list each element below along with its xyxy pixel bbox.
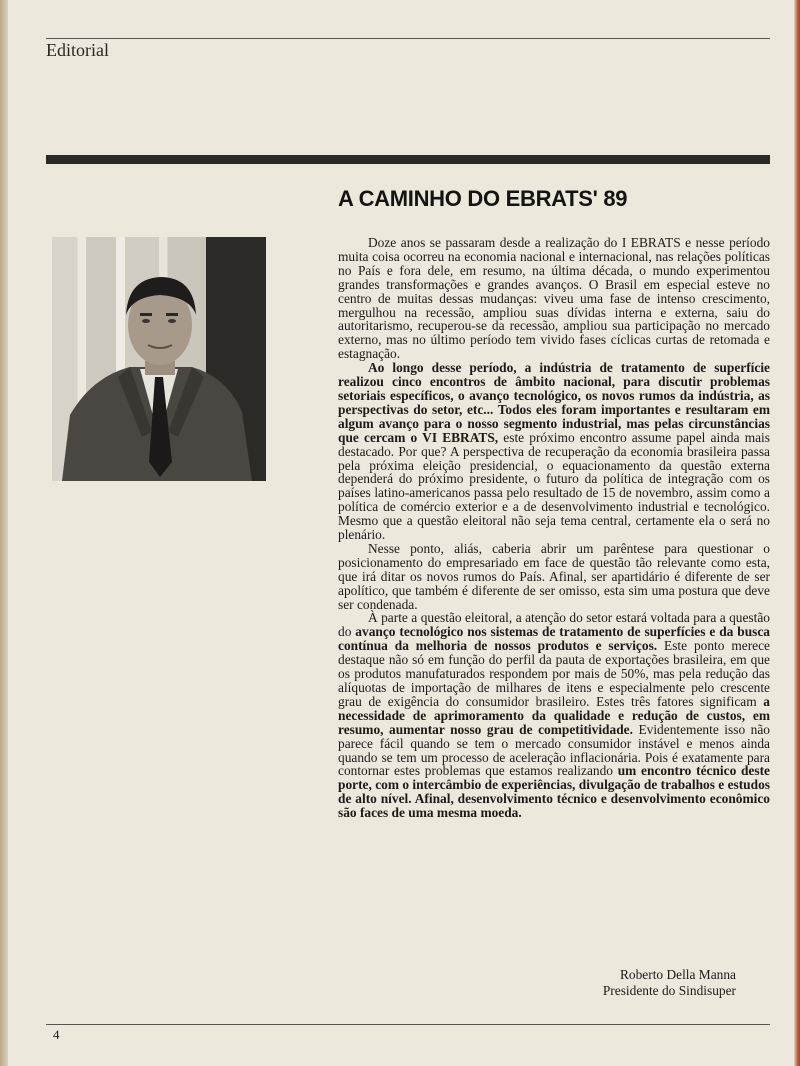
portrait-photo	[52, 237, 266, 481]
body-text: À parte a questão eleitoral, a atenção do setor estará voltada para a questão do	[338, 610, 770, 640]
author-name: Roberto Della Manna	[619, 967, 736, 982]
bold-text: a necessidade de aprimoramento da qualidade e redução de custos, em resumo, aumentar nosso grau de competitividade.	[338, 693, 770, 737]
bold-text: um encontro técnico deste porte, com o intercâmbio de experiências, divulgação de trabalhos e estudos de alto nível. Afinal, desenvolvimento técnico e desenvolvimento econômico são faces de uma mesma moeda.	[338, 763, 770, 821]
page-edge-right	[794, 0, 800, 1066]
signature-block	[603, 967, 736, 999]
bold-text: avanço tecnológico nos sistemas de tratamento de superfícies e da busca contínua da melhoria de nossos produtos e serviços.	[338, 624, 770, 654]
article-body	[338, 236, 770, 820]
article-title: A CAMINHO DO EBRATS' 89	[338, 186, 628, 211]
author-role: Presidente do Sindisuper	[602, 983, 736, 998]
section-label: Editorial	[46, 40, 109, 60]
page-number: 4	[53, 1027, 60, 1042]
footer-rule	[46, 1024, 770, 1025]
article-paragraph	[338, 611, 770, 820]
portrait-illustration	[52, 237, 266, 481]
bold-text: Ao longo desse período, a indústria de tratamento de superfície realizou cinco encontros de âmbito nacional, para discutir problemas setoriais específicos, o avanço tecnológico, os novos rumos da indústria, as perspectivas do setor, etc... Todos eles foram importantes e resultaram em algum avanço para o nosso segmento industrial, mas pelas circunstâncias que cercam o VI EBRATS,	[338, 360, 770, 445]
article-paragraph	[338, 542, 770, 612]
body-text: Este ponto merece destaque não só em função do perfil da pauta de exportações brasileira, em que os produtos manufaturados respondem por mais de 50%, mas pela redução das alíquotas de importação de milhares de itens e especialmente pelo crescente grau de exigência do consumidor brasileiro. Estes três fatores significam	[338, 638, 771, 709]
body-text: Evidentemente isso não parece fácil quando se tem o mercado consumidor instável e menos ainda quando se tem um processo de aceleração inflacionária. Pois é exatamente para contornar estes problemas que estamos realizando	[338, 721, 770, 779]
page-edge-left	[0, 0, 8, 1066]
article-paragraph	[338, 236, 770, 361]
article-paragraph	[338, 361, 770, 542]
header-rule	[46, 38, 770, 39]
body-text: Doze anos se passaram desde a realização do I EBRATS e nesse período muita coisa ocorreu na economia nacional e internacional, nas relações políticas no País e fora dele, em resumo, na última década, o mundo experimentou grandes transformações e grandes avanços. O Brasil em especial esteve no centro de muitas dessas mudanças: viveu uma fase de intenso crescimento, mergulhou na recessão, ampliou suas dívidas interna e externa, saiu do autoritarismo, recuperou-se da recessão, ampliou sua participação no mercado externo, mas no último período tem vivido fases cíclicas curtas de retomada e estagnação.	[338, 235, 770, 362]
title-bar	[46, 155, 770, 164]
body-text: Nesse ponto, aliás, caberia abrir um parêntese para questionar o posicionamento do empresariado em face de questão tão relevante como esta, que irá ditar os novos rumos do País. Afinal, ser apartidário é diferente de ser apolítico, que também é diferente de ser omisso, esta sim uma postura que deve ser condenada.	[338, 540, 770, 612]
body-text: este próximo encontro assume papel ainda mais destacado. Por que? A perspectiva de recuperação da economia brasileira passa pela próxima eleição presidencial, o equacionamento da questão externa dependerá do próximo presidente, o futuro da política de integração com os países latino-americanos passa pelo resultado de 15 de novembro, assim como a política de comércio exterior e a de desenvolvimento industrial e tecnológico. Mesmo que a questão eleitoral não seja tema central, certamente ela o será no plenário.	[338, 429, 770, 543]
